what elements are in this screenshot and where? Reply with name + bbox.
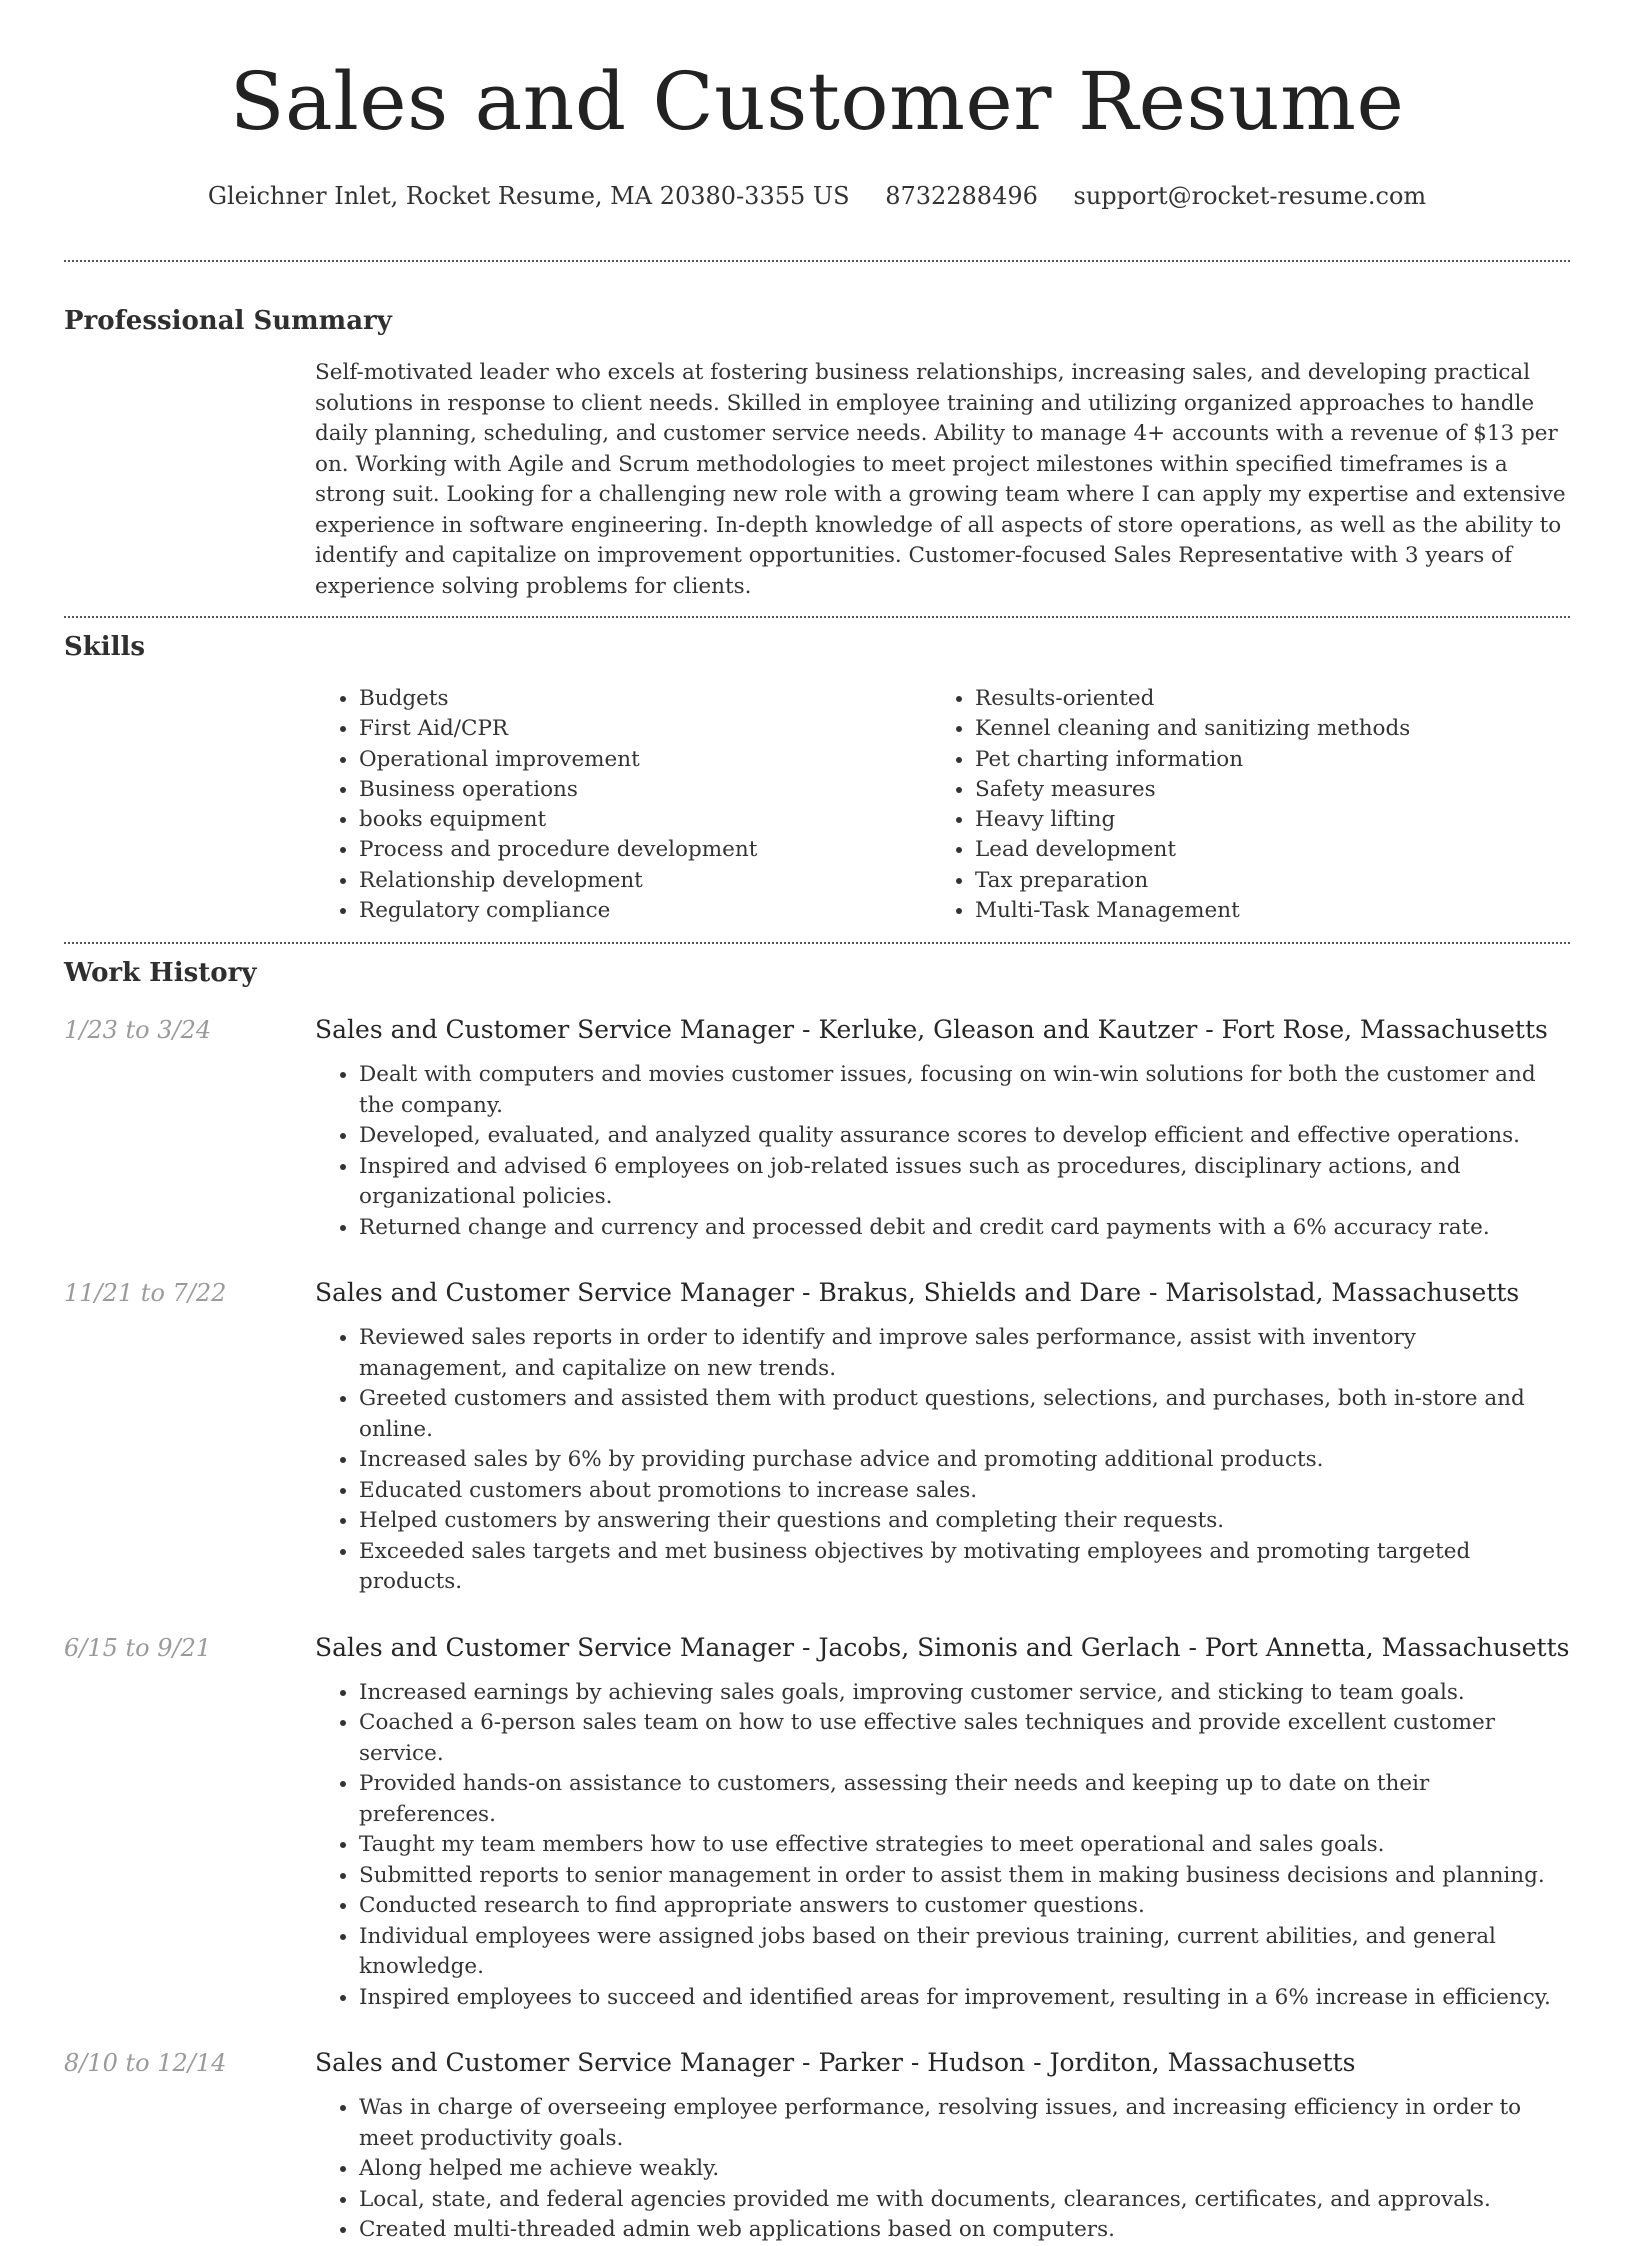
job-entry xyxy=(64,1632,1570,2014)
job-bullet: • Taught my team members how to use effective strategies to meet operational and sales goals. xyxy=(359,1830,1570,1861)
skill-item: • Safety measures xyxy=(975,775,1547,805)
skill-item: • Results-oriented xyxy=(975,684,1547,714)
job-entry xyxy=(64,2047,1570,2246)
skills-column-left xyxy=(315,684,931,926)
resume-page xyxy=(64,0,1570,2246)
divider xyxy=(64,942,1570,944)
job-bullet: • Individual employees were assigned jobs based on their previous training, current abilities, and general knowledge. xyxy=(359,1922,1570,1983)
job-title: Sales and Customer Service Manager - Parker - Hudson - Jorditon, Massachusetts xyxy=(315,2048,1356,2078)
skill-item: • Pet charting information xyxy=(975,745,1547,775)
skill-item: • First Aid/CPR xyxy=(359,714,931,744)
skill-item: • Regulatory compliance xyxy=(359,896,931,926)
job-bullet: • Submitted reports to senior management in order to assist them in making business decisions and planning. xyxy=(359,1861,1570,1892)
job-title: Sales and Customer Service Manager - Kerluke, Gleason and Kautzer - Fort Rose, Massachusetts xyxy=(315,1015,1548,1045)
job-dates: 11/21 to 7/22 xyxy=(64,1279,227,1308)
job-title: Sales and Customer Service Manager - Brakus, Shields and Dare - Marisolstad, Massachusetts xyxy=(315,1278,1520,1308)
job-bullet: • Returned change and currency and processed debit and credit card payments with a 6% accuracy rate. xyxy=(359,1213,1570,1244)
job-bullet: • Inspired employees to succeed and identified areas for improvement, resulting in a 6% increase in efficiency. xyxy=(359,1983,1570,2014)
summary-section xyxy=(64,304,1570,602)
job-bullet: • Dealt with computers and movies customer issues, focusing on win-win solutions for both the customer and the company. xyxy=(359,1060,1570,1121)
job-bullet: • Reviewed sales reports in order to identify and improve sales performance, assist with inventory management, and capitalize on new trends. xyxy=(359,1323,1570,1384)
job-bullet: • Increased earnings by achieving sales goals, improving customer service, and sticking to team goals. xyxy=(359,1678,1570,1709)
summary-body xyxy=(315,358,1570,602)
job-bullet: • Coached a 6-person sales team on how to use effective sales techniques and provide excellent customer service. xyxy=(359,1708,1570,1769)
divider xyxy=(64,260,1570,262)
skill-item: • Multi-Task Management xyxy=(975,896,1547,926)
resume-title: Sales and Customer Resume xyxy=(229,55,1405,148)
skill-item: • Heavy lifting xyxy=(975,805,1547,835)
job-bullet: • Developed, evaluated, and analyzed quality assurance scores to develop efficient and effective operations. xyxy=(359,1121,1570,1152)
work-history-heading: Work History xyxy=(64,958,257,989)
job-bullet: • Helped customers by answering their questions and completing their requests. xyxy=(359,1506,1570,1537)
job-bullet: • Created multi-threaded admin web applications based on computers. xyxy=(359,2215,1570,2246)
skill-item: • books equipment xyxy=(359,805,931,835)
job-bullet: • Educated customers about promotions to increase sales. xyxy=(359,1476,1570,1507)
contact-line xyxy=(64,180,1570,212)
job-bullet: • Exceeded sales targets and met business objectives by motivating employees and promoting targeted products. xyxy=(359,1537,1570,1598)
job-bullets xyxy=(315,2093,1570,2246)
skill-item: • Operational improvement xyxy=(359,745,931,775)
skills-list xyxy=(315,684,1570,926)
contact-phone: 8732288496 xyxy=(885,182,1038,210)
divider xyxy=(64,616,1570,618)
job-dates: 6/15 to 9/21 xyxy=(64,1633,212,1662)
job-title: Sales and Customer Service Manager - Jacobs, Simonis and Gerlach - Port Annetta, Massachusetts xyxy=(315,1632,1570,1662)
skill-item: • Process and procedure development xyxy=(359,835,931,865)
job-bullets xyxy=(315,1060,1570,1243)
summary-heading: Professional Summary xyxy=(64,306,392,336)
skills-section xyxy=(64,630,1570,926)
skills-column-right xyxy=(931,684,1547,926)
job-bullets xyxy=(315,1678,1570,2014)
job-bullet: • Along helped me achieve weakly. xyxy=(359,2154,1570,2185)
work-history-section xyxy=(64,956,1570,2246)
skill-item: • Kennel cleaning and sanitizing methods xyxy=(975,714,1547,744)
job-bullet: • Provided hands-on assistance to customers, assessing their needs and keeping up to date on their preferences. xyxy=(359,1769,1570,1830)
job-entry xyxy=(64,1014,1570,1243)
job-bullet: • Was in charge of overseeing employee performance, resolving issues, and increasing efficiency in order to meet productivity goals. xyxy=(359,2093,1570,2154)
job-bullet: • Local, state, and federal agencies provided me with documents, clearances, certificates, and approvals. xyxy=(359,2185,1570,2216)
job-bullets xyxy=(315,1323,1570,1598)
job-dates: 1/23 to 3/24 xyxy=(64,1016,212,1045)
skill-item: • Tax preparation xyxy=(975,866,1547,896)
contact-address: Gleichner Inlet, Rocket Resume, MA 20380-3355 US xyxy=(207,182,850,210)
job-entry xyxy=(64,1277,1570,1598)
job-bullet: • Conducted research to find appropriate answers to customer questions. xyxy=(359,1891,1570,1922)
skill-item: • Relationship development xyxy=(359,866,931,896)
job-bullet: • Greeted customers and assisted them with product questions, selections, and purchases, both in-store and online. xyxy=(359,1384,1570,1445)
job-dates: 8/10 to 12/14 xyxy=(64,2049,227,2078)
skill-item: • Business operations xyxy=(359,775,931,805)
skill-item: • Budgets xyxy=(359,684,931,714)
job-bullet: • Increased sales by 6% by providing purchase advice and promoting additional products. xyxy=(359,1445,1570,1476)
job-bullet: • Inspired and advised 6 employees on job-related issues such as procedures, disciplinary actions, and organizational policies. xyxy=(359,1152,1570,1213)
contact-email: support@rocket-resume.com xyxy=(1073,182,1427,210)
skills-heading: Skills xyxy=(64,632,146,662)
skill-item: • Lead development xyxy=(975,835,1547,865)
summary-text: Self-motivated leader who excels at fostering business relationships, increasing sales, and developing practical solutions in response to client needs. Skilled in employee training and utilizing organized approaches to handle daily planning, scheduling, and customer service needs. Ability to manage 4+ accounts with a revenue of $13 per on. Working with Agile and Scrum methodologies to meet project milestones within specified timeframes is a strong suit. Looking for a challenging new role with a growing team where I can apply my expertise and extensive experience in software engineering. In-depth knowledge of all aspects of store operations, as well as the ability to identify and capitalize on improvement opportunities. Customer-focused Sales Representative with 3 years of experience solving problems for clients. xyxy=(315,360,1566,599)
